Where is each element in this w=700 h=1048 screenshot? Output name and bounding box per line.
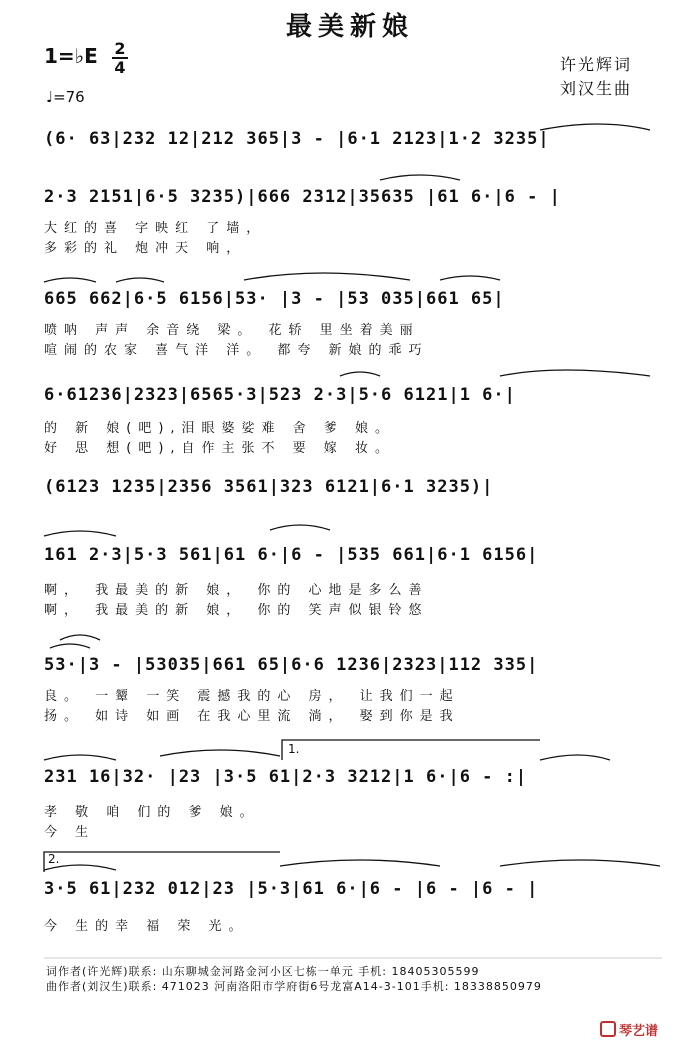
score-row-3-lyric-1: 喷呐 声声 余音绕 梁。 花轿 里坐着美丽 [44, 323, 420, 338]
score-row-1-notes: (6· 63|232 12|212 365|3 - |6·1 2123|1·2 3235| [44, 129, 550, 149]
score-row-8-lyric-2: 今 生 [44, 825, 96, 840]
score-row-2-lyric-1: 大红的喜 字映红 了墙， [44, 221, 267, 236]
slur-mark [44, 755, 116, 760]
slur-mark [244, 273, 410, 280]
slur-mark [540, 124, 650, 130]
volta-2-label: 2. [48, 852, 60, 866]
volta-1-label: 1. [288, 742, 300, 756]
score-row-6-lyric-2: 啊， 我最美的新 娘， 你的 笑声似银铃悠 [44, 603, 429, 618]
logo-text: 琴艺谱 [619, 1024, 659, 1039]
slur-mark [500, 370, 650, 376]
slur-mark [160, 750, 280, 756]
score-row-8-notes: 231 16|32· |23 |3·5 61|2·3 3212|1 6·|6 - :| [44, 767, 528, 787]
lyricist-contact: 词作者(许光辉)联系: 山东聊城金河路金河小区七栋一单元 手机: 18405305599 [46, 965, 480, 978]
score-row-2-lyric-2: 多彩的礼 炮冲天 响， [44, 241, 247, 256]
page-title: 最美新娘 [285, 12, 414, 42]
time-top: 2 [114, 39, 126, 58]
slur-mark [540, 755, 610, 760]
slur-mark [280, 860, 440, 866]
score-row-3-notes: 665 662|6·5 6156|53· |3 - |53 035|661 65| [44, 289, 505, 309]
score-row-9-notes: 3·5 61|232 012|23 |5·3|61 6·|6 - |6 - |6 - | [44, 879, 539, 899]
score-row-7-notes: 53·|3 - |53035|661 65|6·6 1236|2323|112 335| [44, 655, 539, 675]
score-row-4-lyric-1: 的 新 娘(吧),泪眼婆娑难 舍 爹 娘。 [44, 421, 395, 436]
score-row-4-lyric-2: 好 思 想(吧),自作主张不 要 嫁 妆。 [44, 441, 395, 456]
score-row-9-lyric-1: 今 生的幸 福 荣 光。 [44, 919, 249, 934]
slur-mark [440, 276, 500, 280]
slur-mark [116, 278, 164, 282]
contact-footer [46, 964, 542, 994]
score-row-4-notes: 6·61236|2323|6565·3|523 2·3|5·6 6121|1 6·| [44, 385, 516, 405]
lyricist-credit: 许光辉词 [560, 55, 633, 74]
slur-mark [44, 531, 116, 536]
slur-mark [50, 644, 90, 648]
time-bottom: 4 [112, 57, 128, 76]
site-logo [600, 1020, 658, 1039]
score-row-6-notes: 161 2·3|5·3 561|61 6·|6 - |535 661|6·1 6156| [44, 545, 539, 565]
slur-mark [380, 175, 460, 180]
key-signature: 1=♭E [44, 44, 98, 68]
composer-credit: 刘汉生曲 [560, 79, 633, 98]
composer-contact: 曲作者(刘汉生)联系: 471023 河南洛阳市学府街6号龙富A14-3-101手机: 18338850979 [46, 980, 542, 993]
slur-mark [340, 372, 380, 376]
slur-mark [60, 635, 100, 640]
slur-mark [270, 525, 330, 530]
slur-mark [500, 860, 660, 866]
slur-mark [44, 865, 116, 870]
slur-mark [44, 278, 96, 282]
score-row-7-lyric-2: 扬。 如诗 如画 在我心里流 淌， 娶到你是我 [44, 709, 460, 724]
volta-2-bracket [44, 852, 280, 872]
logo-icon [600, 1021, 616, 1037]
score-row-2-notes: 2·3 2151|6·5 3235)|666 2312|35635 |61 6·|6 - | [44, 187, 561, 207]
score-row-3-lyric-2: 喧闹的农家 喜气洋 洋。 都夸 新娘的乖巧 [44, 343, 429, 358]
score-row-6-lyric-1: 啊， 我最美的新 娘， 你的 心地是多么善 [44, 583, 429, 598]
volta-1-bracket [282, 740, 540, 760]
tempo-marking: ♩=76 [46, 88, 85, 106]
score-row-7-lyric-1: 良。 一颦 一笑 震撼我的心 房， 让我们一起 [44, 689, 460, 704]
score-row-5-notes: (6123 1235|2356 3561|323 6121|6·1 3235)| [44, 477, 494, 497]
score-row-8-lyric-1: 孝 敬 咱 们的 爹 娘。 [44, 805, 260, 820]
